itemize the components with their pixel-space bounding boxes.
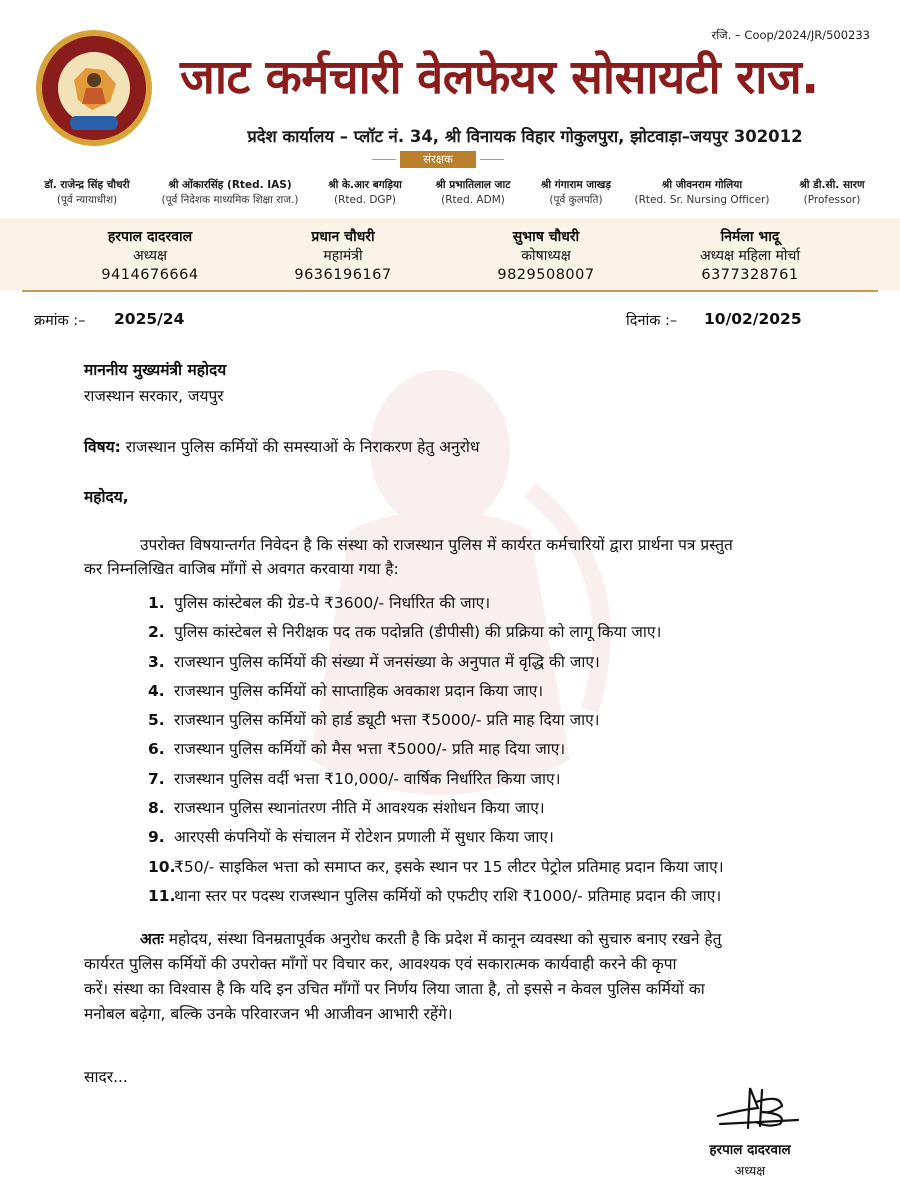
patron-entry <box>150 178 310 208</box>
officer-name: निर्मला भादू <box>720 229 780 245</box>
addressee-line2: राजस्थान सरकार, जयपुर <box>84 387 224 405</box>
item-text: राजस्थान पुलिस कर्मियों की संख्या में जनसंख्या के अनुपात में वृद्धि की जाए। <box>174 652 600 671</box>
item-number: 5. <box>148 711 165 730</box>
officer-post: अध्यक्ष महिला मोर्चा <box>699 248 801 264</box>
subject-text: राजस्थान पुलिस कर्मियों की समस्याओं के निराकरण हेतु अनुरोध <box>120 438 480 456</box>
salutation: महोदय, <box>84 488 129 506</box>
list-item <box>148 767 848 796</box>
patron-name: श्री के.आर बगड़िया <box>328 179 402 191</box>
item-number: 10. <box>148 857 176 876</box>
patron-name: श्री डी.सी. सारण <box>799 179 865 191</box>
patron-title: (Rted. ADM) <box>441 194 505 206</box>
patron-label: संरक्षक <box>400 151 476 168</box>
officer-name: सुभाष चौधरी <box>512 229 580 245</box>
officer-phone: 9829508007 <box>497 267 595 283</box>
officer-entry <box>660 228 840 285</box>
item-number: 1. <box>148 594 165 612</box>
patron-divider-left <box>372 159 396 160</box>
closing-line-3: करें। संस्था का विश्वास है कि यदि इन उचित माँगों पर निर्णय लिया जाता है, तो इससे न केवल पुलिस कर्मियों का <box>84 980 705 998</box>
patrons-row <box>22 178 884 214</box>
patron-entry <box>310 178 420 208</box>
patron-title: (Rted. DGP) <box>334 194 396 206</box>
officer-post: कोषाध्यक्ष <box>521 248 571 264</box>
closing-label: अतः <box>140 930 164 948</box>
list-item <box>148 737 848 766</box>
reference-number: 2025/24 <box>114 310 185 328</box>
patron-entry <box>22 178 152 208</box>
patron-entry <box>420 178 526 208</box>
patron-title: (पूर्व न्यायाधीश) <box>56 194 118 206</box>
officer-phone: 6377328761 <box>701 267 799 283</box>
officer-post: अध्यक्ष <box>132 248 168 264</box>
item-text: पुलिस कांस्टेबल से निरीक्षक पद तक पदोन्नति (डीपीसी) की प्रक्रिया को लागू किया जाए। <box>174 623 662 642</box>
organization-name: जाट कर्मचारी वेलफेयर सोसायटी राज. <box>180 50 819 105</box>
list-item <box>148 855 848 884</box>
item-text: थाना स्तर पर पदस्थ राजस्थान पुलिस कर्मियों को एफटीए राशि ₹1000/- प्रतिमाह प्रदान की जाए। <box>174 886 722 905</box>
list-item <box>148 796 848 825</box>
list-item <box>148 620 848 649</box>
item-number: 9. <box>148 828 165 847</box>
registration-number: रजि. – Coop/2024/JR/500233 <box>711 28 870 42</box>
society-logo <box>34 28 154 148</box>
officer-name: प्रधान चौधरी <box>311 229 375 245</box>
officer-name: हरपाल दादरवाल <box>107 229 193 245</box>
item-number: 3. <box>148 652 165 671</box>
list-item <box>148 679 848 708</box>
handwritten-signature <box>710 1080 810 1136</box>
item-text: राजस्थान पुलिस वर्दी भत्ता ₹10,000/- वार्षिक निर्धारित किया जाए। <box>174 769 561 788</box>
patron-name: श्री ओंकारसिंह (Rted. IAS) <box>168 179 292 191</box>
office-address: प्रदेश कार्यालय – प्लॉट नं. 34, श्री विनायक विहार गोकुलपुरा, झोटवाड़ा–जयपुर 302012 <box>247 127 803 146</box>
item-text: ₹50/- साइकिल भत्ता को समाप्त कर, इसके स्थान पर 15 लीटर पेट्रोल प्रतिमाह प्रदान किया जाए। <box>174 857 724 876</box>
item-number: 6. <box>148 740 165 759</box>
subject-label: विषय: <box>84 438 121 456</box>
demands-list <box>148 591 848 913</box>
officer-post: महामंत्री <box>323 248 363 264</box>
list-item <box>148 708 848 737</box>
letter-date: 10/02/2025 <box>704 310 802 328</box>
item-number: 2. <box>148 623 165 642</box>
officer-phone: 9636196167 <box>294 267 392 283</box>
list-item <box>148 650 848 679</box>
patron-name: श्री प्रभातिलाल जाट <box>435 179 511 191</box>
patron-title: (पूर्व कुलपति) <box>549 194 603 206</box>
item-number: 4. <box>148 681 165 700</box>
item-text: पुलिस कांस्टेबल की ग्रेड-पे ₹3600/- निर्धारित की जाए। <box>174 594 491 612</box>
patron-title: (Rted. Sr. Nursing Officer) <box>634 194 770 206</box>
patron-entry <box>782 178 882 208</box>
intro-line-1: उपरोक्त विषयान्तर्गत निवेदन है कि संस्था को राजस्थान पुलिस में कार्यरत कर्मचारियों द्वारा प्रार्थना पत्र प्रस्तुत <box>140 536 733 554</box>
item-number: 7. <box>148 769 165 788</box>
officer-phone: 9414676664 <box>101 267 199 283</box>
patron-title: (Professor) <box>803 194 861 206</box>
patron-entry <box>622 178 782 208</box>
item-text: राजस्थान पुलिस कर्मियों को हार्ड ड्यूटी भत्ता ₹5000/- प्रति माह दिया जाए। <box>174 711 600 730</box>
subject-line <box>84 435 479 459</box>
closing-text-1: महोदय, संस्था विनम्रतापूर्वक अनुरोध करती है कि प्रदेश में कानून व्यवस्था को सुचारु बनाए रखने हेतु <box>163 930 722 948</box>
signatory-post: अध्यक्ष <box>734 1163 766 1178</box>
item-number: 11. <box>148 886 176 905</box>
addressee: माननीय मुख्यमंत्री महोदय <box>84 361 227 379</box>
patron-name: श्री गंगाराम जाखड़ <box>540 179 612 191</box>
sign-off: सादर... <box>84 1068 128 1086</box>
patron-title: (पूर्व निदेशक माध्यमिक शिक्षा राज.) <box>161 194 299 206</box>
reference-label: क्रमांक :– <box>34 313 86 329</box>
officer-entry <box>466 228 626 285</box>
list-item <box>148 884 848 913</box>
item-text: राजस्थान पुलिस कर्मियों को साप्ताहिक अवकाश प्रदान किया जाए। <box>174 681 544 700</box>
item-text: राजस्थान पुलिस कर्मियों को मैस भत्ता ₹5000/- प्रति माह दिया जाए। <box>174 740 566 759</box>
officer-entry <box>263 228 423 285</box>
officer-entry <box>70 228 230 285</box>
patron-name: श्री जीवनराम गोलिया <box>661 179 743 191</box>
patron-name: डॉ. राजेन्द्र सिंह चौधरी <box>44 179 130 191</box>
item-text: राजस्थान पुलिस स्थानांतरण नीति में आवश्यक संशोधन किया जाए। <box>174 799 545 818</box>
intro-line-2: कर निम्नलिखित वाजिब माँगों से अवगत करवाया गया है: <box>84 560 399 578</box>
patron-entry <box>526 178 626 208</box>
header-divider <box>22 290 878 292</box>
closing-line-4: मनोबल बढ़ेगा, बल्कि उनके परिवारजन भी आजीवन आभारी रहेंगे। <box>84 1005 453 1023</box>
closing-line-1 <box>84 927 800 952</box>
item-number: 8. <box>148 799 165 818</box>
closing-paragraph <box>84 927 800 1027</box>
signatory-name: हरपाल दादरवाल <box>709 1142 791 1158</box>
list-item <box>148 825 848 854</box>
list-item <box>148 591 848 620</box>
patron-divider-right <box>480 159 504 160</box>
date-label: दिनांक :– <box>626 313 678 329</box>
item-text: आरएसी कंपनियों के संचालन में रोटेशन प्रणाली में सुधार किया जाए। <box>174 828 554 847</box>
closing-line-2: कार्यरत पुलिस कर्मियों की उपरोक्त माँगों पर विचार कर, आवश्यक एवं सकारात्मक कार्यवाही करने की कृपा <box>84 955 677 973</box>
